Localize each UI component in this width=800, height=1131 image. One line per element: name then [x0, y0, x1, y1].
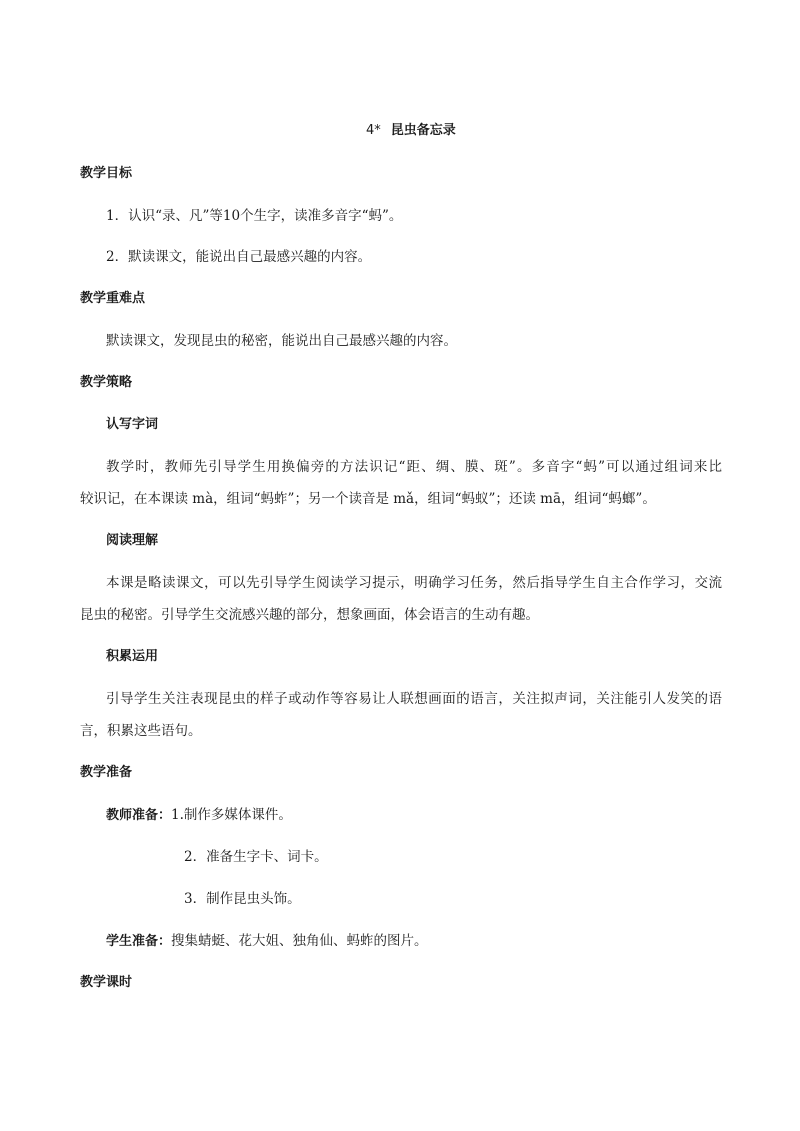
reading-paragraph-line-1: 本课是略读课文，可以先引导学生阅读学习提示，明确学习任务，然后指导学生自主合作学习，交流 [106, 575, 722, 591]
teacher-preparation-item-3: 3．制作昆虫头饰。 [184, 891, 301, 907]
student-preparation [106, 932, 428, 951]
subheading-accumulation: 积累运用 [106, 649, 159, 664]
heading-preparation: 教学准备 [80, 765, 133, 780]
goal-item-2: 2．默读课文，能说出自己最感兴趣的内容。 [106, 249, 372, 265]
key-points-text: 默读课文，发现昆虫的秘密，能说出自己最感兴趣的内容。 [106, 333, 457, 349]
words-paragraph-line-2: 较识记，在本课读 mà，组词“蚂蚱”；另一个读音是 mǎ，组词“蚂蚁”；还读 mā，组词“蚂螂”。 [80, 491, 656, 507]
subheading-words: 认写字词 [106, 417, 159, 432]
teacher-preparation [106, 806, 292, 825]
heading-strategy: 教学策略 [80, 375, 133, 390]
subheading-reading: 阅读理解 [106, 533, 159, 548]
heading-class-hours: 教学课时 [80, 975, 133, 990]
reading-paragraph-line-2: 昆虫的秘密。引导学生交流感兴趣的部分，想象画面，体会语言的生动有趣。 [80, 607, 539, 623]
lesson-number: 4* [366, 123, 381, 138]
lesson-title-text: 昆虫备忘录 [390, 123, 456, 138]
student-preparation-text: 搜集蜻蜓、花大姐、独角仙、蚂蚱的图片。 [171, 933, 428, 949]
teacher-preparation-label: 教师准备： [106, 808, 172, 823]
accumulation-paragraph-line-1: 引导学生关注表现昆虫的样子或动作等容易让人联想画面的语言，关注拟声词，关注能引人发笑的语 [106, 691, 722, 707]
words-paragraph-line-1: 教学时，教师先引导学生用换偏旁的方法识记“距、绸、膜、斑”。多音字“蚂”可以通过组词来比 [106, 459, 722, 475]
accumulation-paragraph-line-2: 言，积累这些语句。 [80, 723, 202, 739]
teacher-preparation-item-2: 2．准备生字卡、词卡。 [184, 849, 328, 865]
lesson-title [366, 121, 456, 140]
heading-key-points: 教学重难点 [80, 291, 146, 306]
teacher-preparation-item-1: 1.制作多媒体课件。 [171, 807, 292, 823]
heading-goals: 教学目标 [80, 166, 133, 181]
goal-item-1: 1．认识“录、凡”等10个生字，读准多音字“蚂”。 [106, 208, 403, 224]
student-preparation-label: 学生准备： [106, 934, 172, 949]
